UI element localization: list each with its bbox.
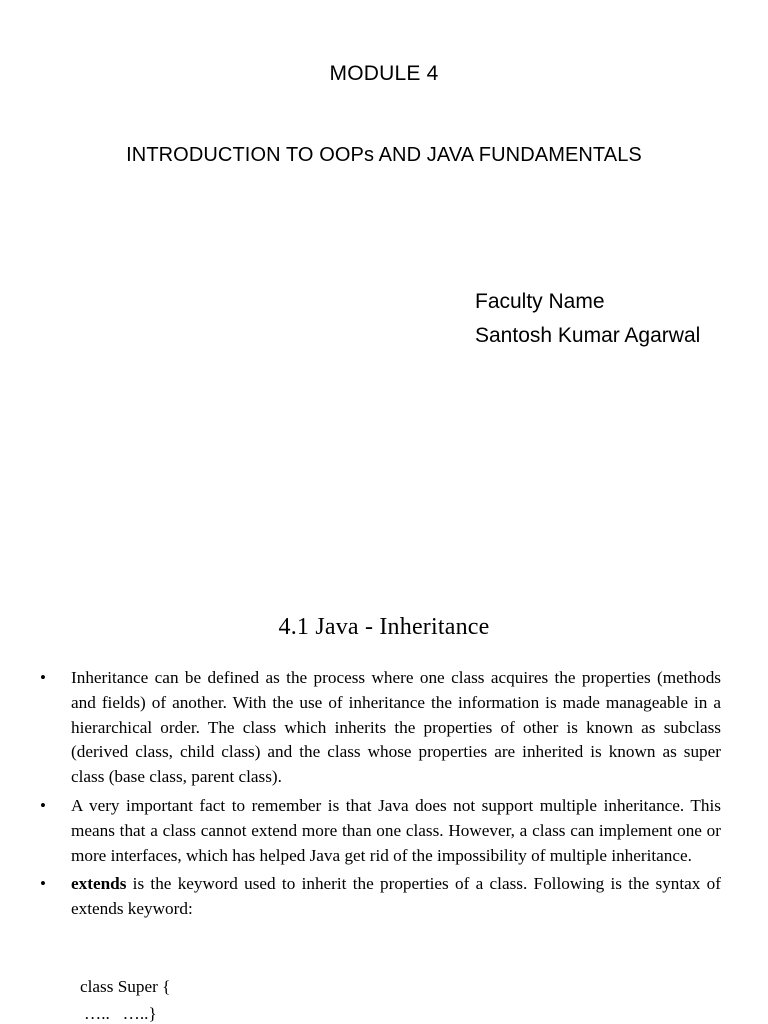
list-item (40, 666, 721, 790)
faculty-name: Santosh Kumar Agarwal (475, 324, 701, 347)
bullet-text: is the keyword used to inherit the properties of a class. Following is the syntax of extends keyword: (71, 874, 721, 919)
bullet-text: Inheritance can be defined as the process where one class acquires the properties (methods and fields) of another. With the use of inheritance the information is made manageable in a hierarchical order. The class which inherits the properties of other is known as subclass (derived class, child class) and the class whose properties are inherited is known as super class (base class, parent class). (71, 668, 721, 787)
list-item (40, 872, 721, 922)
bullet-icon: • (40, 874, 46, 894)
faculty-block (475, 285, 700, 353)
list-item (40, 794, 721, 868)
faculty-label: Faculty Name (475, 290, 605, 313)
code-line: ….. …..} (84, 1004, 157, 1023)
bullet-icon: • (40, 668, 46, 687)
bullet-list (40, 666, 721, 926)
bullet-icon: • (40, 795, 46, 815)
course-title: INTRODUCTION TO OOPs AND JAVA FUNDAMENTALS (126, 144, 642, 166)
code-line: class Super { (80, 977, 171, 996)
module-title: MODULE 4 (329, 62, 439, 85)
keyword-extends: extends (71, 874, 127, 894)
bullet-text: A very important fact to remember is that Java does not support multiple inheritance. This means that a class cannot extend more than one class. However, a class can implement one or more interfaces, which has helped Java get rid of the impossibility of multiple inheritance. (71, 795, 721, 865)
section-heading: 4.1 Java - Inheritance (278, 614, 490, 640)
